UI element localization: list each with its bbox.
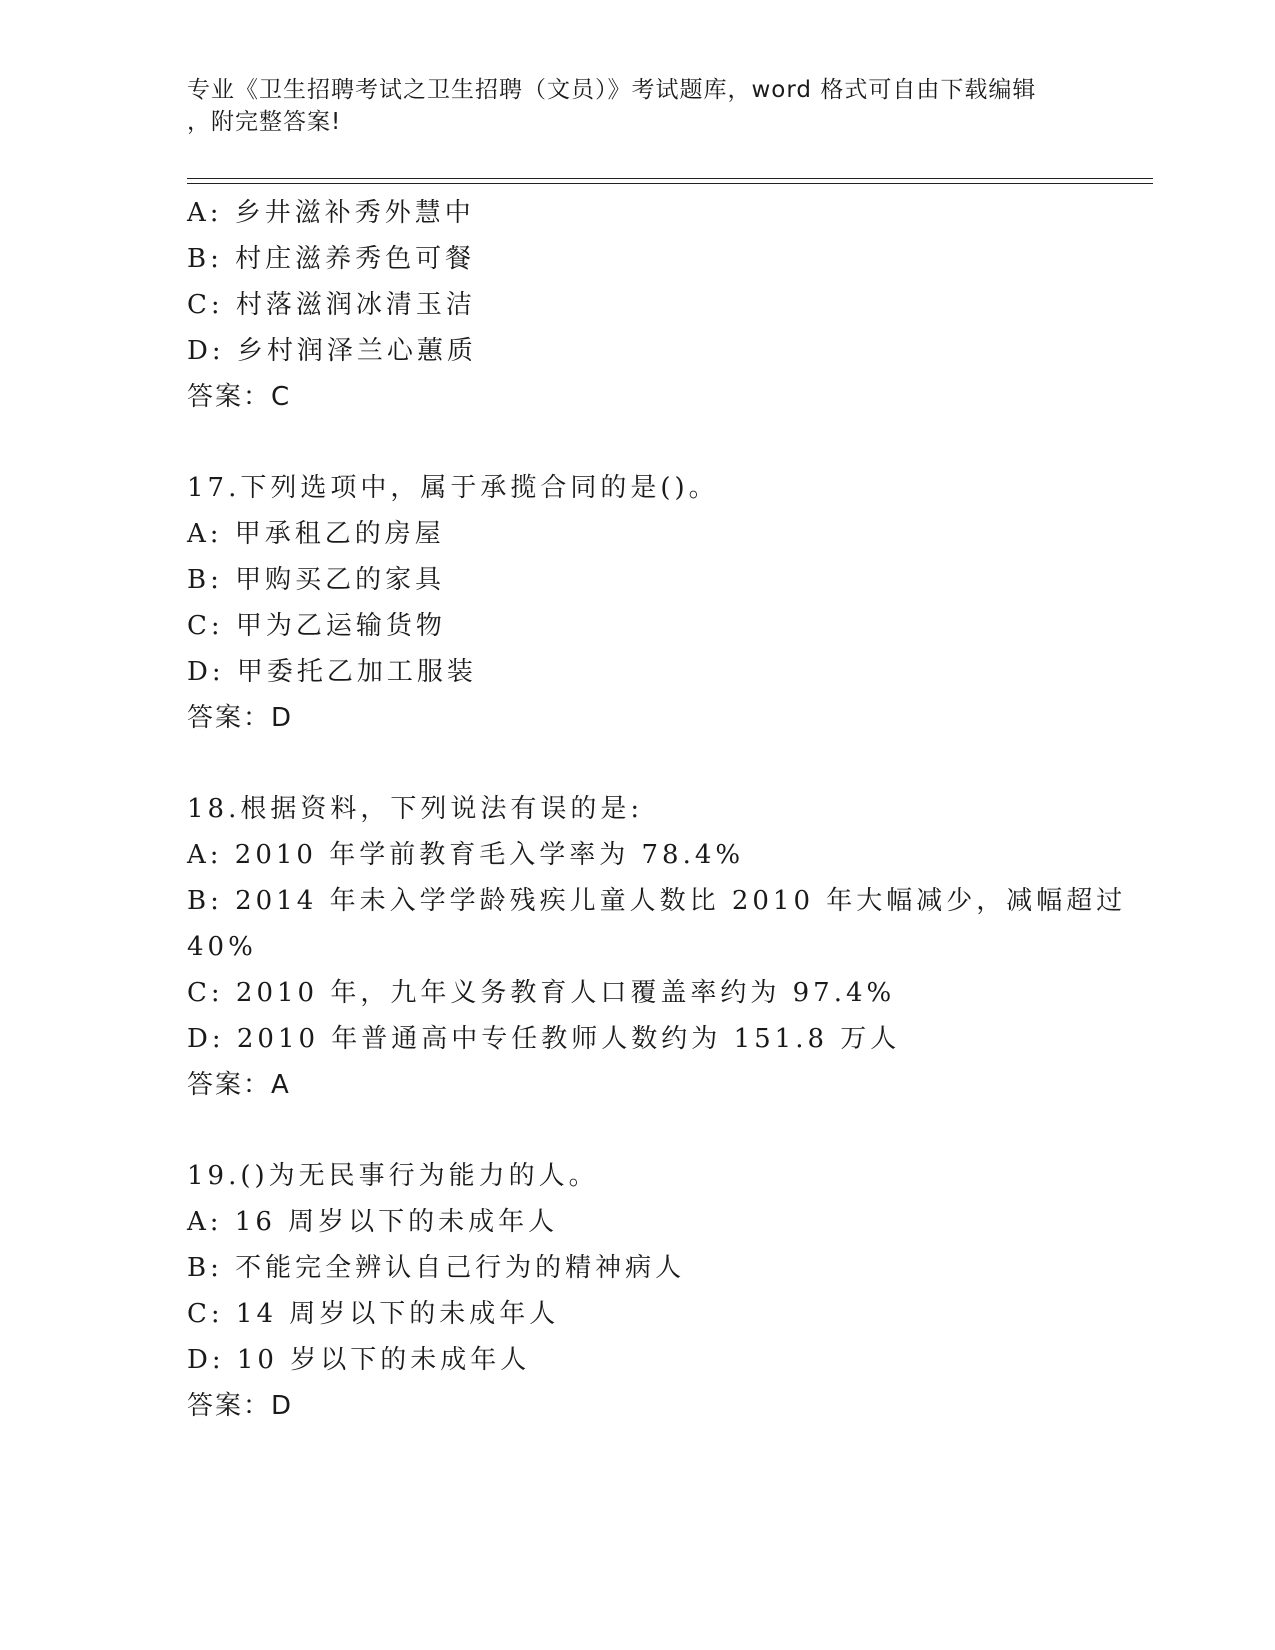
header-divider-bottom: [187, 183, 1153, 184]
option-a: A: 16 周岁以下的未成年人: [187, 1207, 559, 1237]
option-c: C: 2010 年，九年义务教育人口覆盖率约为 97.4%: [187, 978, 896, 1008]
option-b-continued: 40%: [187, 932, 257, 962]
option-b: B: 甲购买乙的家具: [187, 565, 446, 595]
answer-label: 答案：: [187, 1391, 272, 1421]
answer-value: C: [271, 382, 291, 412]
question-19: [187, 1153, 1087, 1429]
question-text: 18.根据资料，下列说法有误的是:: [187, 794, 644, 824]
question-spacer: [187, 741, 1087, 786]
answer-label: 答案：: [187, 703, 272, 733]
answer-line: [187, 1383, 1087, 1429]
answer-value: D: [271, 1391, 293, 1421]
question-text: 19.()为无民事行为能力的人。: [187, 1161, 599, 1191]
answer-line: [187, 1062, 1087, 1108]
option-b: B: 2014 年未入学学龄残疾儿童人数比 2010 年大幅减少，减幅超过: [187, 886, 1127, 916]
option-b: B: 不能完全辨认自己行为的精神病人: [187, 1253, 686, 1283]
option-a: A: 乡井滋补秀外慧中: [187, 198, 475, 228]
question-16: [187, 190, 1087, 420]
question-18: [187, 786, 1127, 1108]
answer-label: 答案：: [187, 382, 272, 412]
answer-value: D: [271, 703, 293, 733]
option-c: C: 甲为乙运输货物: [187, 611, 446, 641]
option-d: D: 10 岁以下的未成年人: [187, 1345, 531, 1375]
option-d: D: 乡村润泽兰心蕙质: [187, 336, 477, 366]
answer-line: [187, 374, 1087, 420]
question-text: 17.下列选项中，属于承揽合同的是()。: [187, 473, 719, 503]
question-list: [187, 190, 1127, 1429]
option-d: D: 2010 年普通高中专任教师人数约为 151.8 万人: [187, 1024, 901, 1054]
header-title-line-1: 专业《卫生招聘考试之卫生招聘（文员）》考试题库，word 格式可自由下载编辑: [187, 77, 1037, 103]
answer-value: A: [271, 1070, 290, 1100]
option-c: C: 14 周岁以下的未成年人: [187, 1299, 560, 1329]
document-header: [187, 74, 1087, 138]
answer-line: [187, 695, 1087, 741]
option-a: A: 甲承租乙的房屋: [187, 519, 445, 549]
header-divider-top: [187, 178, 1153, 179]
header-title-line-2: ，附完整答案!: [187, 109, 342, 135]
question-spacer: [187, 420, 1087, 465]
option-a: A: 2010 年学前教育毛入学率为 78.4%: [187, 840, 745, 870]
option-d: D: 甲委托乙加工服装: [187, 657, 477, 687]
question-17: [187, 465, 1087, 741]
answer-label: 答案：: [187, 1070, 272, 1100]
option-b: B: 村庄滋养秀色可餐: [187, 244, 476, 274]
option-c: C: 村落滋润冰清玉洁: [187, 290, 476, 320]
question-spacer: [187, 1108, 1087, 1153]
